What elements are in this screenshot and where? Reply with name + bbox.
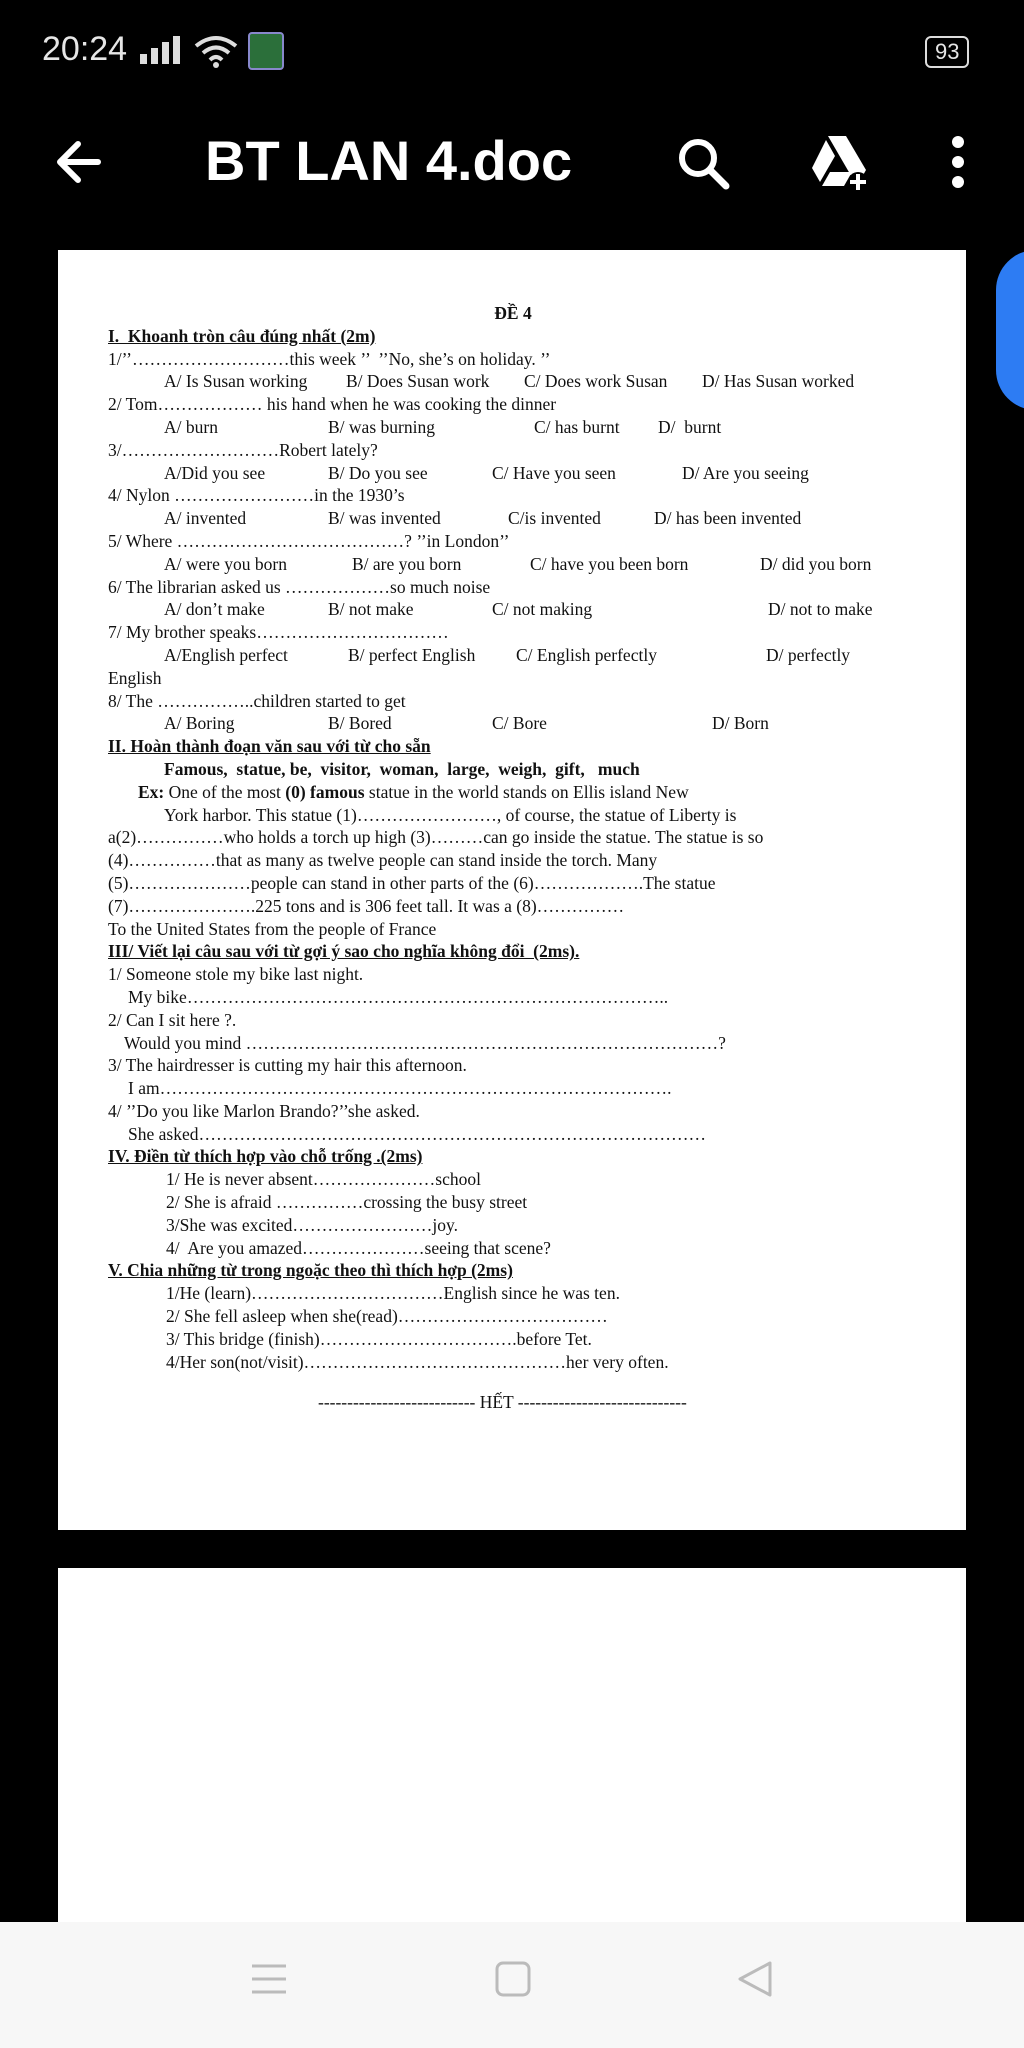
toolbar (0, 110, 1024, 220)
rewrite-line: 3/ The hairdresser is cutting my hair this afternoon. (108, 1055, 467, 1076)
question: 5/ Where …………………………………? ’’in London’’ (108, 530, 510, 551)
option: D/ perfectly (766, 644, 851, 665)
status-time: 20:24 (42, 30, 128, 68)
option: D/ burnt (658, 416, 722, 437)
fill-line: 2/ She is afraid ……………crossing the busy street (166, 1192, 528, 1213)
tense-line: 4/Her son(not/visit)………………………………………her very often. (166, 1351, 669, 1372)
option: A/ Is Susan working (164, 371, 308, 392)
home-square-icon[interactable] (494, 1960, 532, 1998)
option: D/ Born (712, 713, 769, 734)
doc-heading: ĐỀ 4 (494, 303, 532, 323)
tense-line: 3/ This bridge (finish)…………………………….before Tet. (166, 1328, 592, 1349)
rewrite-line: She asked…………………………………………………………………………… (128, 1123, 706, 1144)
wifi-icon (194, 34, 238, 68)
option: B/ are you born (352, 553, 462, 574)
document-page-2[interactable] (58, 1568, 966, 1924)
option: A/Did you see (164, 462, 266, 483)
option: A/ Boring (164, 713, 235, 734)
drive-add-icon[interactable] (808, 132, 870, 194)
fill-line: 4/ Are you amazed…………………seeing that scene? (166, 1237, 551, 1258)
back-triangle-icon[interactable] (736, 1960, 774, 1998)
section-4-title: IV. Điền từ thích hợp vào chỗ trống .(2ms) (108, 1146, 423, 1167)
rewrite-line: 4/ ’’Do you like Marlon Brando?’’she asked. (108, 1100, 420, 1121)
option: C/ Have you seen (492, 462, 616, 483)
option: D/ Are you seeing (682, 462, 809, 483)
status-bar (0, 0, 1024, 100)
more-vert-icon[interactable] (946, 134, 970, 190)
passage-line: (4)……………that as many as twelve people can stand inside the torch. Many (108, 850, 658, 871)
option: A/ burn (164, 416, 218, 437)
option: C/ Bore (492, 713, 547, 734)
question-tail: English (108, 667, 162, 688)
question: 3/………………………Robert lately? (108, 439, 378, 460)
options-row (108, 462, 918, 485)
example-line: Ex: One of the most (0) famous statue in the world stands on Ellis island New (138, 781, 689, 802)
option: C/ English perfectly (516, 644, 657, 665)
rewrite-line: 1/ Someone stole my bike last night. (108, 964, 364, 985)
question: 6/ The librarian asked us ………………so much noise (108, 576, 491, 597)
tense-line: 1/He (learn)……………………………English since he was ten. (166, 1283, 620, 1304)
question: 2/ Tom……………… his hand when he was cooking the dinner (108, 394, 557, 415)
app-notification-icon (248, 32, 284, 70)
recents-menu-icon[interactable] (250, 1960, 288, 1998)
document-content (108, 302, 918, 1414)
section-5-title: V. Chia những từ trong ngoặc theo thì thích hợp (2ms) (108, 1260, 513, 1281)
option: C/ Does work Susan (524, 371, 668, 392)
passage-line: (5)…………………people can stand in other parts of the (6)……………….The statue (108, 872, 716, 893)
fill-line: 1/ He is never absent…………………school (166, 1169, 481, 1190)
options-row (108, 598, 918, 621)
question: 8/ The ……………..children started to get (108, 690, 406, 711)
word-bank: Famous, statue, be, visitor, woman, large, weigh, gift, much (164, 758, 640, 779)
option: D/ not to make (768, 599, 873, 620)
document-title: BT LAN 4.doc (205, 129, 573, 192)
end-marker: --------------------------- HẾT ----------------------------- (318, 1392, 687, 1413)
section-2-title: II. Hoàn thành đoạn văn sau với từ cho sẵn (108, 736, 431, 757)
tense-line: 2/ She fell asleep when she(read)……………………………… (166, 1306, 608, 1327)
passage-line: York harbor. This statue (1)……………………, of course, the statue of Liberty is (164, 804, 737, 825)
section-1-title: I. Khoanh tròn câu đúng nhất (2m) (108, 325, 376, 346)
question: 7/ My brother speaks…………………………… (108, 622, 449, 643)
option: B/ Bored (328, 713, 392, 734)
option: A/ don’t make (164, 599, 265, 620)
battery-indicator: 93 (925, 36, 969, 68)
option: B/ perfect English (348, 644, 476, 665)
question: 1/’’………………………this week ’’ ’’No, she’s on holiday. ’’ (108, 348, 551, 369)
signal-icon (140, 36, 186, 64)
system-nav-bar (0, 1922, 1024, 2048)
option: C/ has burnt (534, 416, 620, 437)
document-page-1[interactable] (58, 250, 966, 1530)
option: B/ Do you see (328, 462, 428, 483)
options-row (108, 553, 918, 576)
option: A/ invented (164, 508, 247, 529)
option: A/ were you born (164, 553, 287, 574)
option: C/ have you been born (530, 553, 689, 574)
options-row (108, 416, 918, 439)
fill-line: 3/She was excited……………………joy. (166, 1214, 458, 1235)
options-row (108, 507, 918, 530)
rewrite-line: 2/ Can I sit here ?. (108, 1009, 237, 1030)
passage-line: a(2)……………who holds a torch up high (3)………can go inside the statue. The statue is so (108, 827, 764, 848)
option: D/ has been invented (654, 508, 802, 529)
scroll-handle[interactable] (996, 250, 1024, 410)
rewrite-line: I am……………………………………………………………………………. (128, 1078, 672, 1099)
option: A/English perfect (164, 644, 288, 665)
option: B/ was burning (328, 416, 435, 437)
option: B/ was invented (328, 508, 441, 529)
option: B/ not make (328, 599, 414, 620)
option: C/is invented (508, 508, 601, 529)
rewrite-line: Would you mind ………………………………………………………………………? (124, 1032, 726, 1053)
section-3-title: III/ Viết lại câu sau với từ gợi ý sao cho nghĩa không đổi (2ms). (108, 941, 580, 962)
passage-line: To the United States from the people of France (108, 918, 437, 939)
options-row (108, 712, 918, 735)
option: B/ Does Susan work (346, 371, 490, 392)
options-row (108, 644, 918, 667)
option: C/ not making (492, 599, 593, 620)
option: D/ did you born (760, 553, 872, 574)
question: 4/ Nylon ……………………in the 1930’s (108, 485, 405, 506)
option: D/ Has Susan worked (702, 371, 855, 392)
back-arrow-icon[interactable] (52, 136, 104, 188)
passage-line: (7)………………….225 tons and is 306 feet tall. It was a (8)…………… (108, 895, 625, 916)
options-row (108, 370, 918, 393)
rewrite-line: My bike……………………………………………………………………….. (128, 986, 669, 1007)
search-icon[interactable] (676, 136, 732, 192)
